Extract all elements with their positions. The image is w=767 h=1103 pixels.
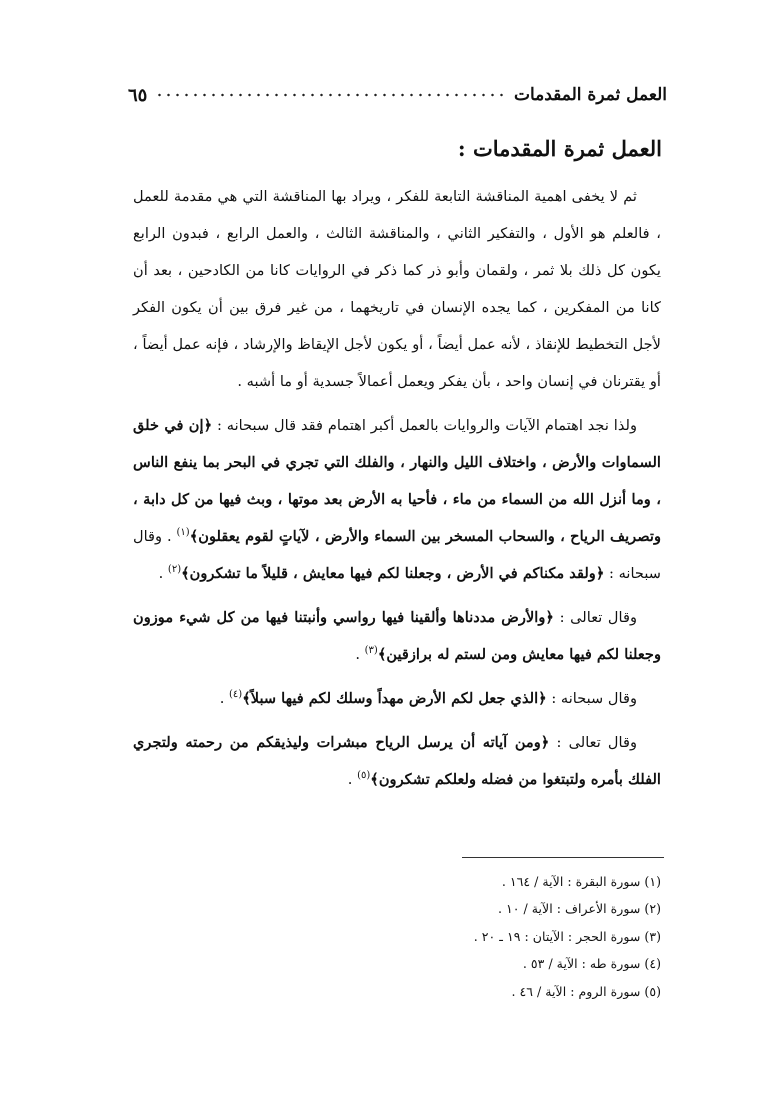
footnote-ref-5: (٥) [357,770,371,782]
footnote-ref-1: (١) [176,527,190,539]
dot-leader [155,93,506,97]
paragraph-1: ثم لا يخفى اهمية المناقشة التابعة للفكر ، ويراد بها المناقشة التي هي مقدمة للعمل ، فالعلم هو الأول ، والتفكير الثاني ، والمناقشة الثالث ، والعمل الرابع ، فبدون الرابع يكون كل ذلك بلا ثمر ، ولقمان وأبو ذر كما ذكر في الروايات كانا من الكادحين ، بعد أن كانا من المفكرين ، كما يجده الإنسان في تاريخهما ، من غير فرق بين أن يكون الفكر لأجل التخطيط للإنقاذ ، لأنه عمل أيضاً ، أو يكون لأجل الإيقاظ والإرشاد ، فإنه عمل أيضاً ، أو يقترنان في إنسان واحد ، بأن يفكر ويعمل أعمالاً جسدية أو ما أشبه . [133,188,661,390]
footnote-item: (٤) سورة طه : الآية / ٥٣ . [522,956,661,972]
footnote-item: (١) سورة البقرة : الآية / ١٦٤ . [501,874,661,889]
paragraph-4-end: . [219,690,229,707]
running-header [128,80,667,110]
body-text [133,178,661,805]
quran-verse-2: ﴿ولقد مكناكم في الأرض ، وجعلنا لكم فيها معايش ، قليلاً ما تشكرون﴾ [181,565,605,582]
running-title: العمل ثمرة المقدمات [513,85,667,105]
footnote-ref-3: (٣) [364,645,378,657]
quran-verse-1: ﴿إن في خلق السماوات والأرض ، واختلاف الليل والنهار ، والفلك التي تجري في البحر بما ينفع الناس ، وما أنزل الله من السماء من ماء ، فأحيا به الأرض بعد موتها ، وبث فيها من كل دابة ، وتصريف الرياح ، والسحاب المسخر بين السماء والأرض ، لآياتٍ لقوم يعقلون﴾ [133,417,661,545]
footnotes-list [341,868,661,1005]
paragraph-5-intro: وقال تعالى : [549,734,637,751]
page-number: ٦٥ [128,84,148,106]
paragraph-2 [133,407,661,592]
footnote-item: (٥) سورة الروم : الآية / ٤٦ . [511,983,661,999]
footnote-ref-2: (٢) [167,564,182,576]
paragraph-3 [133,599,661,673]
paragraph-3-end: . [355,646,365,663]
quran-verse-3: ﴿والأرض مددناها وألقينا فيها رواسي وأنبتنا فيها من كل شيء موزون وجعلنا لكم فيها معايش ومن لستم له برازقين﴾ [133,609,661,663]
paragraph-4-intro: وقال سبحانه : [546,690,637,707]
paragraph-2-intro: ولذا نجد اهتمام الآيات والروايات بالعمل أكبر اهتمام فقد قال سبحانه : [212,417,637,434]
quran-verse-4: ﴿الذي جعل لكم الأرض مهداً وسلك لكم فيها سبلاً﴾ [242,690,547,707]
footnote-item: (٣) سورة الحجر : الآيتان : ١٩ ـ ٢٠ . [473,928,661,944]
paragraph-5-end: . [347,771,358,788]
paragraph-5 [133,724,661,798]
paragraph-2-end: . [158,565,168,582]
footnote-ref-4: (٤) [229,689,243,701]
paragraph-2-mid: . وقال سبحانه : [133,528,661,582]
paragraph-3-intro: وقال تعالى : [553,609,637,626]
quran-verse-5: ﴿ومن آياته أن يرسل الرياح مبشرات وليذيقكم من رحمته ولتجري الفلك بأمره ولتبتغوا من فضله ولعلكم تشكرون﴾ [133,734,661,788]
footnote-divider [462,857,664,858]
paragraph-4 [133,680,661,717]
section-heading: العمل ثمرة المقدمات : [457,136,662,161]
footnote-item: (٢) سورة الأعراف : الآية / ١٠ . [497,901,661,917]
